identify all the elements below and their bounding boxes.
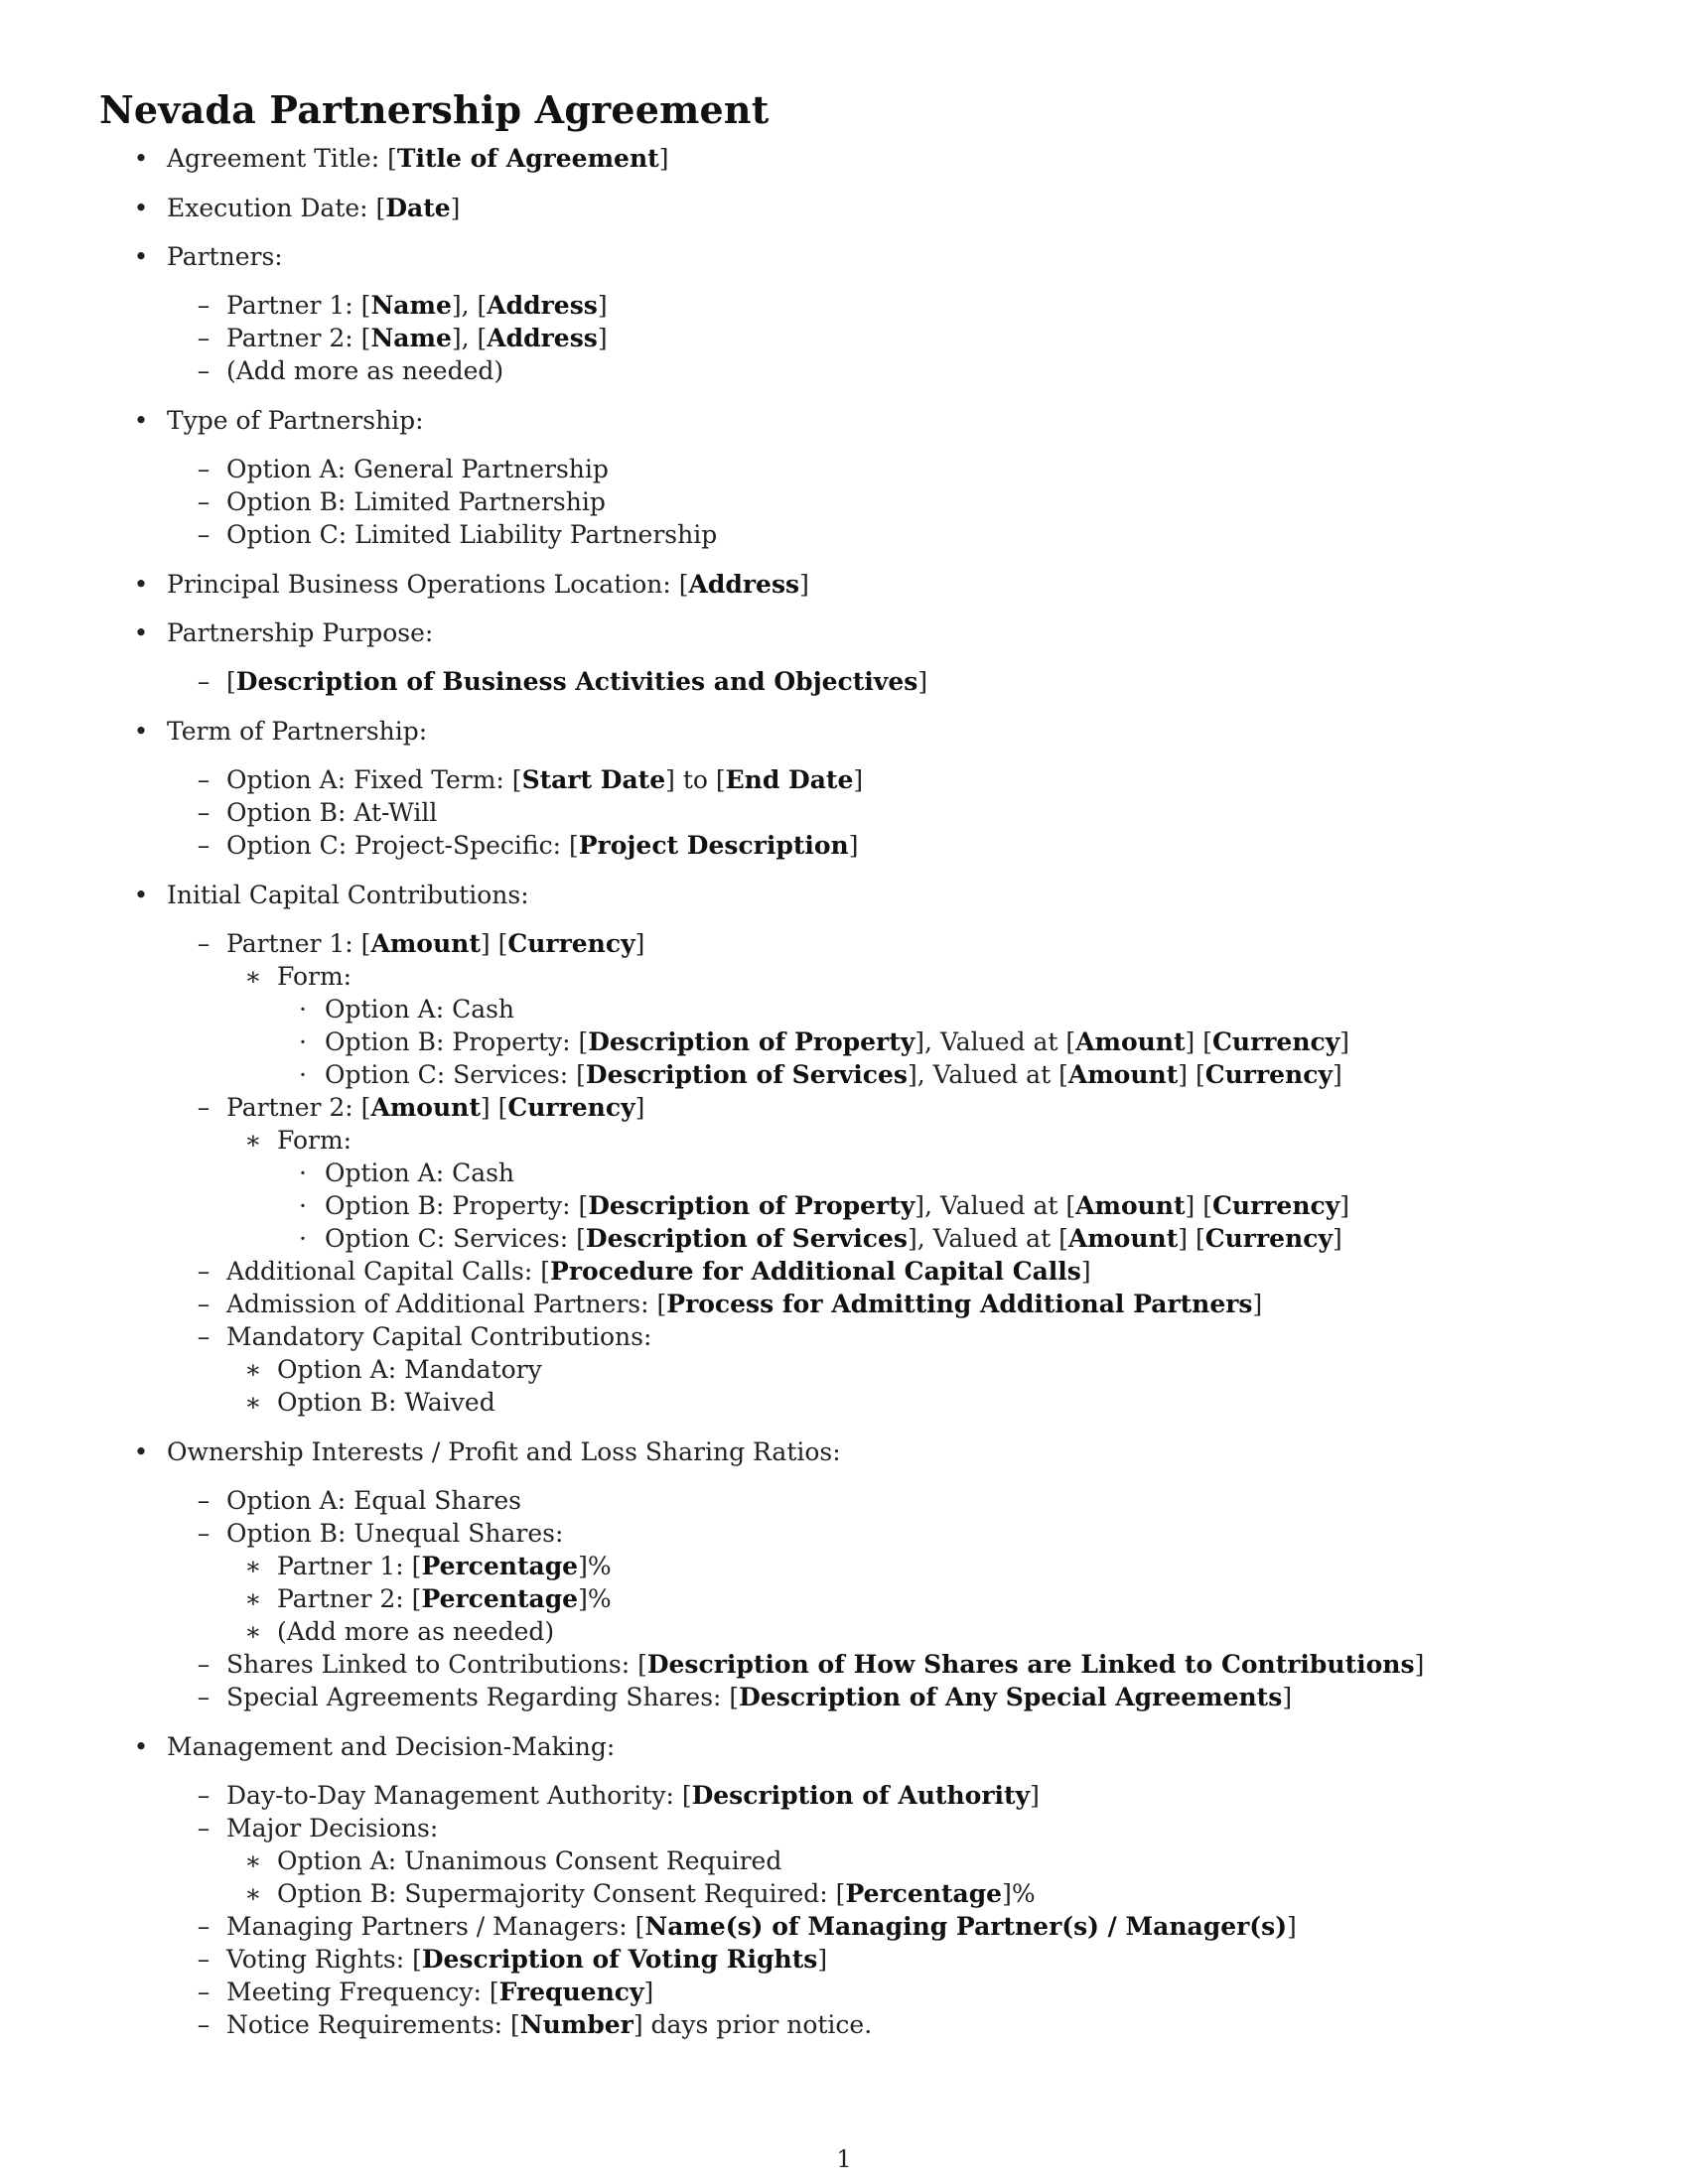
placeholder-field: Amount (1075, 1191, 1186, 1220)
text-segment: Initial Capital Contributions: (167, 881, 529, 909)
text-segment: Principal Business Operations Location: [ (167, 570, 689, 599)
dash-icon: – (197, 324, 211, 352)
dash-icon: – (197, 1781, 211, 1810)
dash-icon: – (197, 356, 211, 385)
text-segment: Option A: Cash (325, 995, 515, 1024)
outline-item-text (226, 666, 927, 698)
text-segment: ] (1282, 1683, 1293, 1711)
dash-icon: – (197, 520, 211, 549)
text-segment: ] (658, 144, 669, 173)
text-segment: Form: (277, 962, 352, 991)
text-segment: ] (634, 929, 645, 958)
outline-item-text (226, 290, 608, 322)
text-segment: Option B: Limited Partnership (226, 487, 606, 516)
bullet-icon: • (133, 242, 149, 271)
placeholder-field: Currency (507, 929, 635, 958)
placeholder-field: Name(s) of Managing Partner(s) / Manager(s) (644, 1912, 1288, 1941)
text-segment: Partner 2: [ (226, 1093, 371, 1122)
text-segment: Option C: Limited Liability Partnership (226, 520, 718, 549)
text-segment: Day-to-Day Management Authority: [ (226, 1781, 692, 1810)
dash-icon: – (197, 1683, 211, 1711)
text-segment: Voting Rights: [ (226, 1945, 422, 1974)
dash-icon: – (197, 1978, 211, 2006)
outline-item-text (167, 193, 460, 224)
text-segment: Managing Partners / Managers: [ (226, 1912, 645, 1941)
text-segment: Option B: Unequal Shares: (226, 1519, 564, 1548)
dash-icon: – (197, 1093, 211, 1122)
text-segment: ]% (578, 1584, 612, 1613)
dot-icon: · (299, 1060, 307, 1089)
text-segment: Option A: Fixed Term: [ (226, 765, 522, 794)
text-segment: ] (1332, 1060, 1342, 1089)
text-segment: ], [ (451, 324, 488, 352)
text-segment: ]% (1002, 1879, 1036, 1908)
bullet-icon: • (133, 1732, 149, 1761)
dash-icon: – (197, 1322, 211, 1351)
dash-icon: – (197, 667, 211, 696)
asterisk-icon: ∗ (244, 1388, 262, 1417)
text-segment: ] [ (1178, 1060, 1205, 1089)
text-segment: ] [ (1185, 1191, 1213, 1220)
text-segment: Partners: (167, 242, 283, 271)
text-segment: ] (1030, 1781, 1040, 1810)
outline-item-text (277, 1878, 1036, 1910)
bullet-icon: • (133, 717, 149, 746)
text-segment: ] days prior notice. (633, 2010, 873, 2039)
text-segment: Option B: Waived (277, 1388, 495, 1417)
text-segment: Option A: General Partnership (226, 455, 609, 483)
dash-icon: – (197, 798, 211, 827)
outline-item-text (167, 617, 433, 649)
text-segment: Partner 1: [ (277, 1552, 422, 1580)
placeholder-field: Amount (370, 929, 481, 958)
outline-item-text (226, 797, 437, 829)
dash-icon: – (197, 487, 211, 516)
placeholder-field: Amount (370, 1093, 481, 1122)
outline-item-text (226, 1321, 651, 1353)
placeholder-field: Currency (1212, 1191, 1340, 1220)
dash-icon: – (197, 765, 211, 794)
placeholder-field: Address (688, 570, 800, 599)
outline-item-text (226, 454, 609, 485)
placeholder-field: Name (370, 324, 452, 352)
asterisk-icon: ∗ (244, 1879, 262, 1908)
text-segment: Admission of Additional Partners: [ (226, 1290, 667, 1318)
asterisk-icon: ∗ (244, 1617, 262, 1646)
text-segment: ] (1080, 1257, 1091, 1286)
outline-item-text (277, 1354, 542, 1386)
text-segment: ] [ (480, 1093, 508, 1122)
text-segment: Shares Linked to Contributions: [ (226, 1650, 647, 1679)
placeholder-field: Title of Agreement (396, 144, 659, 173)
placeholder-field: Percentage (845, 1879, 1003, 1908)
outline-item-text (226, 1649, 1424, 1681)
text-segment: ] [ (1178, 1224, 1205, 1253)
outline-item-text (325, 994, 514, 1025)
text-segment: (Add more as needed) (277, 1617, 555, 1646)
text-segment: Option C: Services: [ (325, 1224, 586, 1253)
text-segment: [ (226, 667, 236, 696)
text-segment: (Add more as needed) (226, 356, 504, 385)
text-segment: ] (1414, 1650, 1425, 1679)
text-segment: Partner 2: [ (226, 324, 371, 352)
text-segment: Form: (277, 1126, 352, 1155)
text-segment: Partner 2: [ (277, 1584, 422, 1613)
placeholder-field: Address (487, 291, 598, 320)
outline-item-text (167, 1436, 841, 1468)
outline-item-text (226, 1944, 827, 1976)
text-segment: ] [ (480, 929, 508, 958)
text-segment: ], Valued at [ (908, 1060, 1068, 1089)
text-segment: ], Valued at [ (914, 1027, 1076, 1056)
text-segment: ] (597, 324, 608, 352)
page-number: 1 (836, 2145, 852, 2173)
dash-icon: – (197, 1290, 211, 1318)
placeholder-field: Currency (1204, 1224, 1333, 1253)
placeholder-field: Description of Any Special Agreements (739, 1683, 1283, 1711)
dash-icon: – (197, 929, 211, 958)
outline-item-text (226, 1485, 521, 1517)
text-segment: ] (1339, 1191, 1350, 1220)
dash-icon: – (197, 1814, 211, 1843)
outline-item-text (226, 486, 606, 518)
outline-item-text (277, 1616, 554, 1648)
outline-item-text (226, 1289, 1262, 1320)
placeholder-field: Project Description (578, 831, 849, 860)
outline-item-text (167, 405, 424, 437)
text-segment: ] (853, 765, 864, 794)
dash-icon: – (197, 1519, 211, 1548)
asterisk-icon: ∗ (244, 1126, 262, 1155)
outline-item-text (226, 1911, 1297, 1943)
placeholder-field: Percentage (421, 1552, 579, 1580)
placeholder-field: Description of Authority (691, 1781, 1031, 1810)
text-segment: Major Decisions: (226, 1814, 439, 1843)
placeholder-field: End Date (725, 765, 854, 794)
placeholder-field: Description of Voting Rights (421, 1945, 818, 1974)
outline-item-text (226, 928, 644, 960)
outline-item-text (226, 355, 503, 387)
text-segment: Mandatory Capital Contributions: (226, 1322, 652, 1351)
bullet-icon: • (133, 618, 149, 647)
text-segment: ] (917, 667, 928, 696)
outline-item-text (226, 1780, 1040, 1812)
text-segment: ] [ (1185, 1027, 1213, 1056)
dot-icon: · (299, 1191, 307, 1220)
outline-item-text (167, 241, 283, 273)
text-segment: Execution Date: [ (167, 194, 386, 222)
asterisk-icon: ∗ (244, 1584, 262, 1613)
text-segment: Option B: Supermajority Consent Required: [ (277, 1879, 846, 1908)
text-segment: ] (450, 194, 461, 222)
text-segment: ] (1339, 1027, 1350, 1056)
dash-icon: – (197, 1257, 211, 1286)
text-segment: Ownership Interests / Profit and Loss Sharing Ratios: (167, 1437, 841, 1466)
asterisk-icon: ∗ (244, 962, 262, 991)
dash-icon: – (197, 1912, 211, 1941)
placeholder-field: Description of Business Activities and Objectives (235, 667, 918, 696)
dot-icon: · (299, 1224, 307, 1253)
bullet-icon: • (133, 406, 149, 435)
placeholder-field: Amount (1075, 1027, 1186, 1056)
dash-icon: – (197, 1945, 211, 1974)
text-segment: Special Agreements Regarding Shares: [ (226, 1683, 740, 1711)
dash-icon: – (197, 1486, 211, 1515)
text-segment: Notice Requirements: [ (226, 2010, 520, 2039)
text-segment: ]% (578, 1552, 612, 1580)
dash-icon: – (197, 1650, 211, 1679)
outline-item-text (226, 1092, 644, 1124)
placeholder-field: Description of Services (585, 1060, 909, 1089)
placeholder-field: Address (487, 324, 598, 352)
text-segment: Type of Partnership: (167, 406, 424, 435)
text-segment: Option B: Property: [ (325, 1191, 589, 1220)
text-segment: Option A: Unanimous Consent Required (277, 1846, 782, 1875)
placeholder-field: Number (519, 2010, 633, 2039)
outline-item-text (167, 143, 668, 175)
dash-icon: – (197, 831, 211, 860)
text-segment: ], [ (451, 291, 488, 320)
text-segment: [ (387, 144, 397, 173)
placeholder-field: Amount (1067, 1060, 1179, 1089)
outline-item-text (226, 1518, 563, 1550)
outline-item-text (226, 764, 863, 796)
text-segment: Option C: Services: [ (325, 1060, 586, 1089)
dot-icon: · (299, 1027, 307, 1056)
asterisk-icon: ∗ (244, 1846, 262, 1875)
text-segment: ] (1287, 1912, 1297, 1941)
placeholder-field: Name (370, 291, 452, 320)
outline-item-text (325, 1158, 514, 1189)
text-segment: ], Valued at [ (908, 1224, 1068, 1253)
dash-icon: – (197, 455, 211, 483)
text-segment: Additional Capital Calls: [ (226, 1257, 551, 1286)
text-segment: ] (848, 831, 859, 860)
placeholder-field: Currency (1212, 1027, 1340, 1056)
placeholder-field: Currency (1204, 1060, 1333, 1089)
text-segment: Option B: At-Will (226, 798, 438, 827)
outline-item-text (277, 1125, 352, 1157)
text-segment: Management and Decision-Making: (167, 1732, 616, 1761)
dash-icon: – (197, 2010, 211, 2039)
placeholder-field: Currency (507, 1093, 635, 1122)
outline-item-text (226, 519, 717, 551)
placeholder-field: Description of How Shares are Linked to Contributions (646, 1650, 1415, 1679)
outline-item-text (325, 1026, 1349, 1058)
text-segment: ] (817, 1945, 828, 1974)
outline-item-text (167, 716, 427, 748)
outline-item-text (226, 1813, 438, 1844)
text-segment: Option A: Cash (325, 1159, 515, 1187)
bullet-icon: • (133, 881, 149, 909)
placeholder-field: Description of Property (588, 1191, 915, 1220)
text-segment: ] (1252, 1290, 1263, 1318)
text-segment: ] to [ (665, 765, 726, 794)
outline-item-text (226, 830, 859, 862)
outline-item-text (325, 1059, 1342, 1091)
text-segment: Partner 1: [ (226, 929, 371, 958)
placeholder-field: Process for Admitting Additional Partners (666, 1290, 1253, 1318)
text-segment: Option C: Project-Specific: [ (226, 831, 579, 860)
text-segment: Term of Partnership: (167, 717, 428, 746)
outline-item-text (277, 1845, 781, 1877)
outline-item-text (226, 323, 608, 354)
outline-item-text (277, 961, 352, 993)
outline-item-text (167, 880, 529, 911)
text-segment: ] (634, 1093, 645, 1122)
dash-icon: – (197, 291, 211, 320)
outline-item-text (277, 1387, 495, 1419)
placeholder-field: Date (385, 194, 451, 222)
text-segment: Meeting Frequency: [ (226, 1978, 499, 2006)
bullet-icon: • (133, 1437, 149, 1466)
bullet-icon: • (133, 570, 149, 599)
text-segment: Option B: Property: [ (325, 1027, 589, 1056)
asterisk-icon: ∗ (244, 1355, 262, 1384)
outline-item-text (226, 1977, 653, 2008)
asterisk-icon: ∗ (244, 1552, 262, 1580)
outline-item-text (325, 1223, 1342, 1255)
text-segment: ] (799, 570, 809, 599)
placeholder-field: Start Date (521, 765, 666, 794)
outline-item-text (226, 1256, 1091, 1288)
outline-item-text (277, 1583, 612, 1615)
text-segment: ] (643, 1978, 654, 2006)
text-segment: Partner 1: [ (226, 291, 371, 320)
text-segment: Option A: Equal Shares (226, 1486, 521, 1515)
text-segment: ], Valued at [ (914, 1191, 1076, 1220)
text-segment: Option A: Mandatory (277, 1355, 542, 1384)
text-segment: ] (597, 291, 608, 320)
placeholder-field: Percentage (421, 1584, 579, 1613)
dot-icon: · (299, 1159, 307, 1187)
placeholder-field: Amount (1067, 1224, 1179, 1253)
dot-icon: · (299, 995, 307, 1024)
placeholder-field: Description of Services (585, 1224, 909, 1253)
bullet-icon: • (133, 144, 149, 173)
outline-item-text (277, 1551, 612, 1582)
document-title: Nevada Partnership Agreement (99, 87, 770, 132)
placeholder-field: Procedure for Additional Capital Calls (550, 1257, 1081, 1286)
outline-item-text (226, 1682, 1292, 1713)
text-segment: Partnership Purpose: (167, 618, 434, 647)
outline-item-text (167, 569, 809, 601)
outline-item-text (226, 2009, 872, 2041)
outline-item-text (167, 1731, 615, 1763)
placeholder-field: Frequency (498, 1978, 644, 2006)
placeholder-field: Description of Property (588, 1027, 915, 1056)
outline-item-text (325, 1190, 1349, 1222)
text-segment: ] (1332, 1224, 1342, 1253)
text-segment: Agreement Title: (167, 144, 388, 173)
bullet-icon: • (133, 194, 149, 222)
